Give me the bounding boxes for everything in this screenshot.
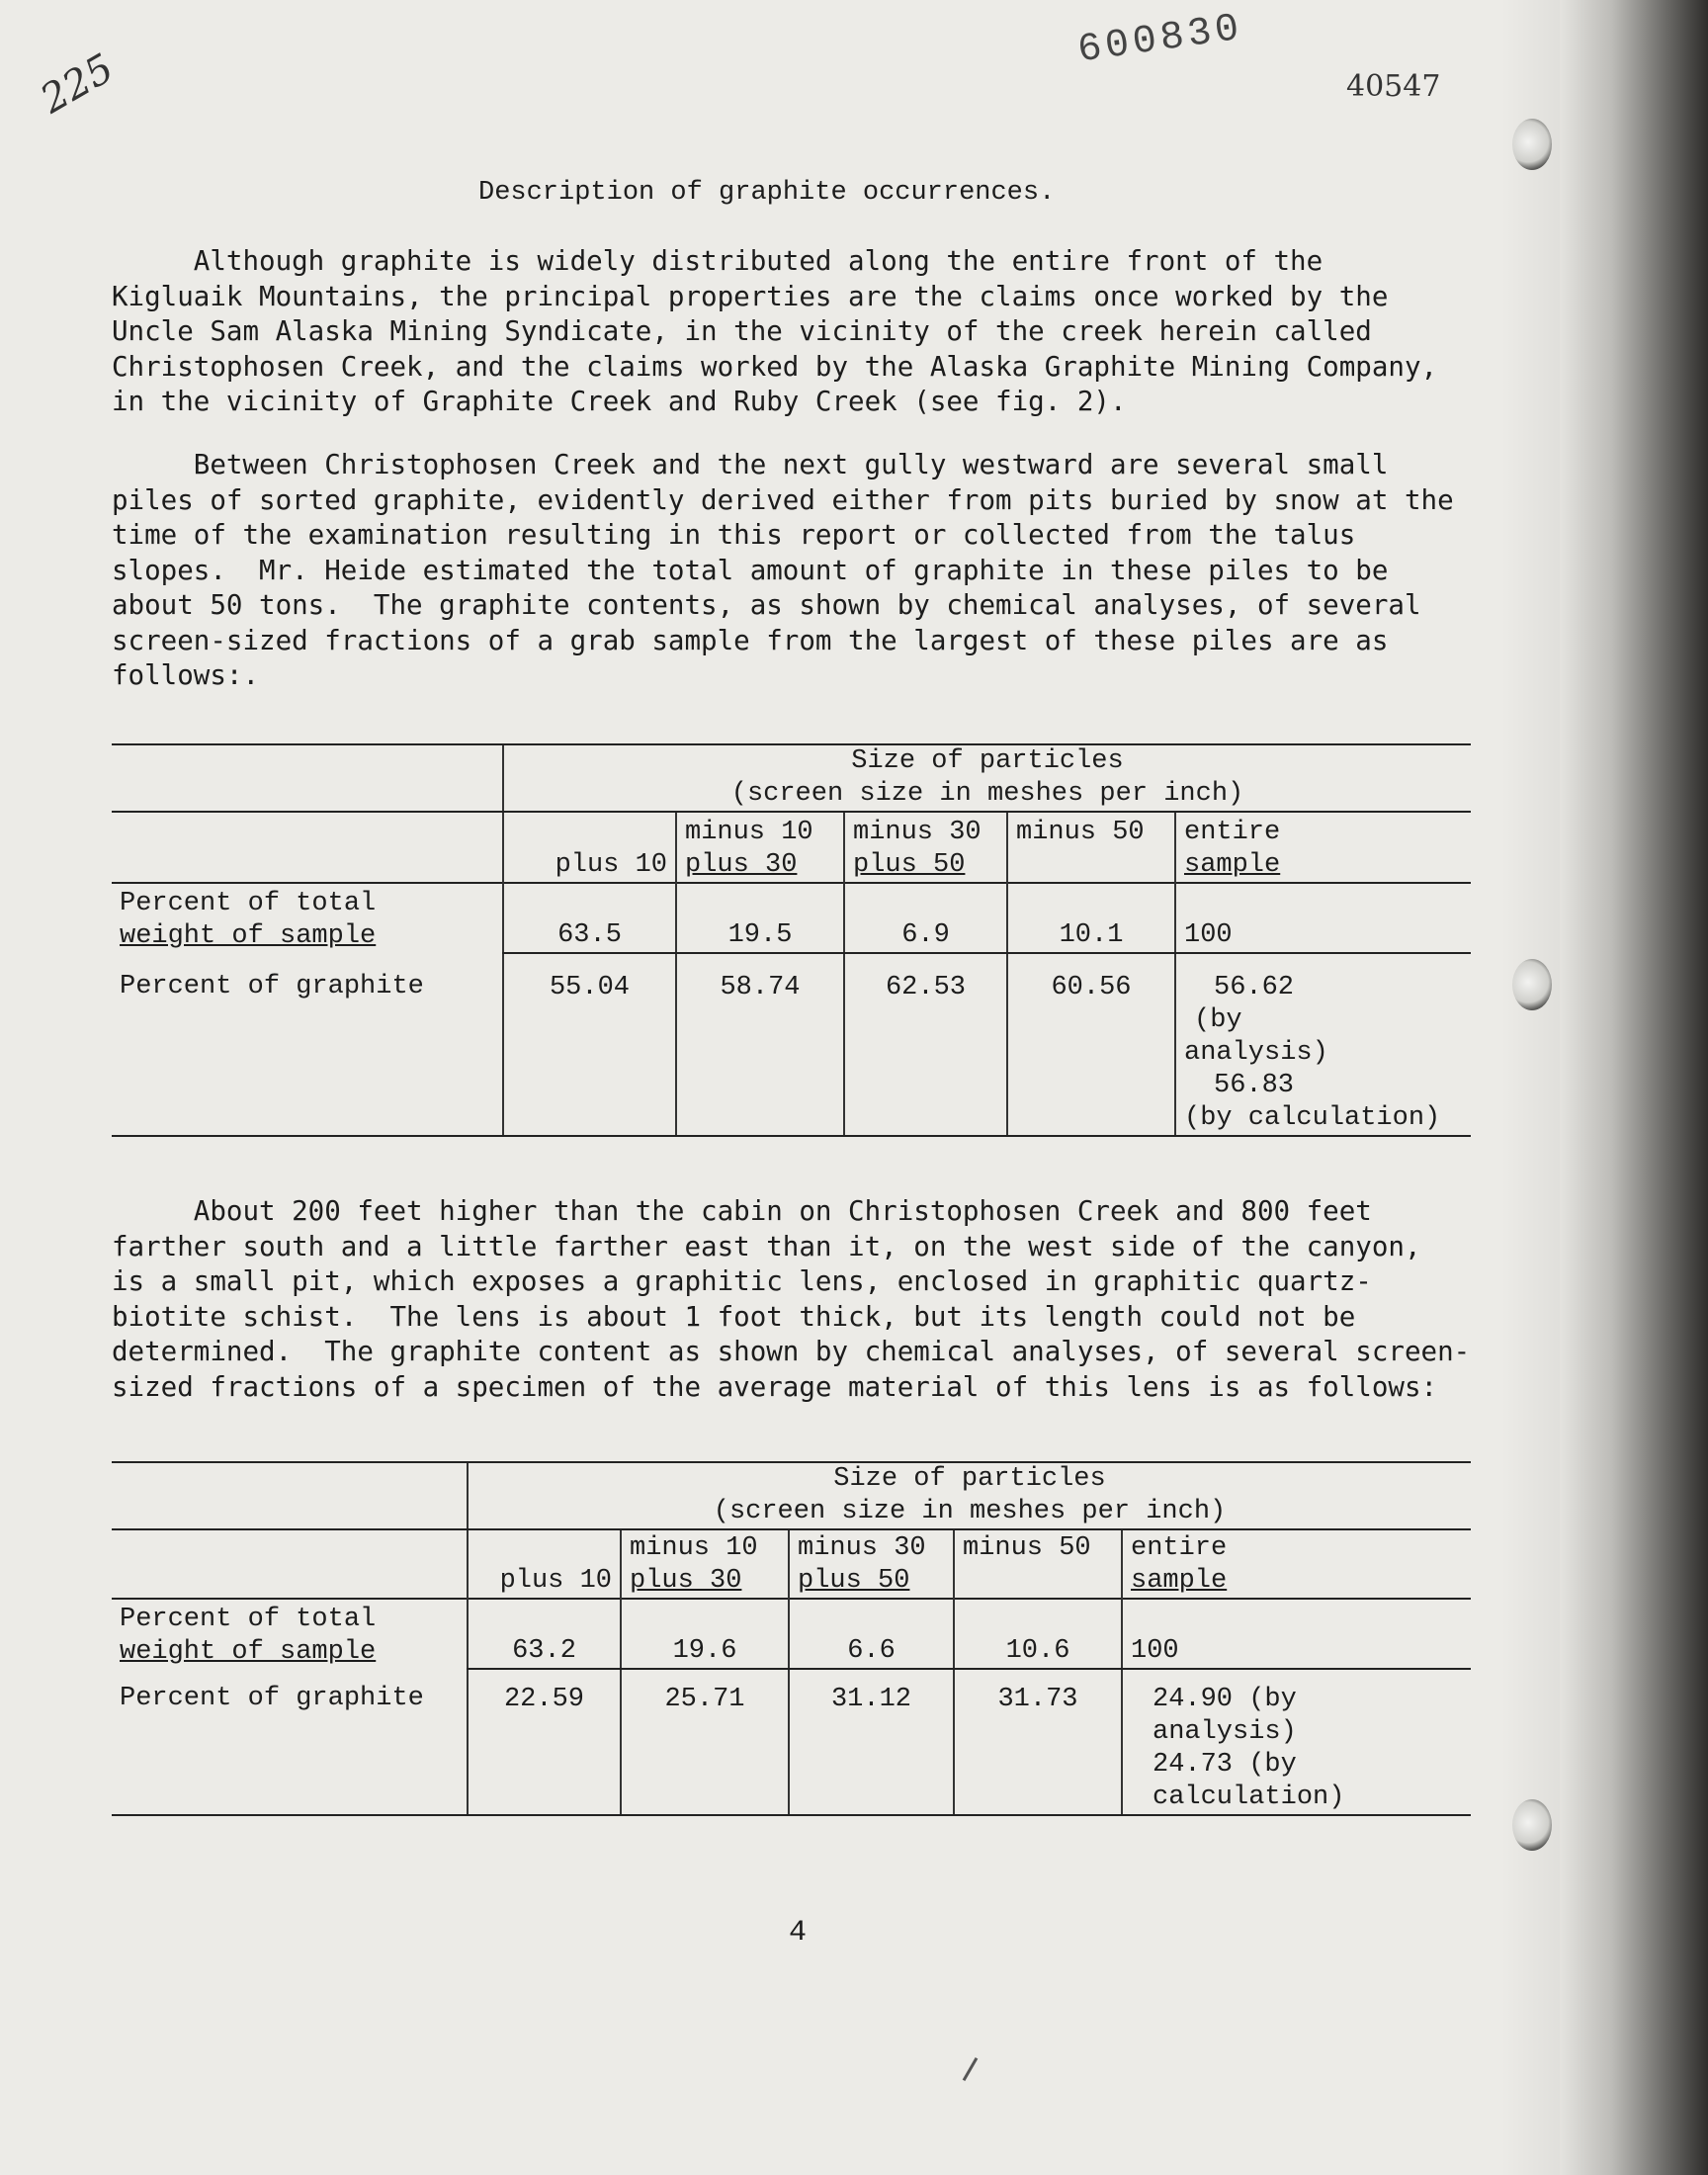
col-header-entire: entire [1131,1533,1228,1563]
paragraph-2 [112,448,1495,694]
text-line: is a small pit, which exposes a graphitic lens, enclosed in graphitic quartz- [112,1265,1372,1297]
text-line: Christophosen Creek, and the claims worked by the Alaska Graphite Mining Company, [112,350,1438,383]
col-header-minus-10: minus 10 [685,818,813,847]
table-header-row [112,744,1471,812]
text-line: about 50 tons. The graphite contents, as shown by chemical analyses, of several [112,589,1421,621]
col-header-plus-30: plus 30 [685,850,798,880]
row-label: Percent of graphite [112,1669,468,1815]
cell-line: 56.62 [1214,973,1295,1002]
table-header-row [112,1462,1471,1529]
cell-line: calculation) [1153,1783,1345,1812]
row-label: Percent of graphite [112,953,503,1136]
text-line: About 200 feet higher than the cabin on Christophosen Creek and 800 feet [112,1195,1372,1227]
table-cell: 6.6 [789,1599,954,1669]
text-line: screen-sized fractions of a grab sample from the largest of these piles are as [112,624,1389,656]
table-cell: 100 [1175,883,1471,953]
col-header-plus-50: plus 50 [798,1566,910,1596]
handwritten-page-mark: 225 [33,44,122,124]
table-cell-entire [1175,953,1471,1136]
table-cell: 10.1 [1007,883,1175,953]
col-header-minus-10: minus 10 [630,1533,758,1563]
table-header-title: Size of particles [833,1464,1106,1494]
cell-line: analysis) [1184,1038,1328,1068]
table-cell: 6.9 [844,883,1007,953]
cell-line: (by calculation) [1184,1103,1441,1133]
table-row-graphite [112,1669,1471,1815]
table-cell: 60.56 [1007,953,1175,1136]
punch-hole-bottom [1512,1799,1552,1851]
text-line: time of the examination resulting in this report or collected from the talus [112,519,1356,551]
table-cell: 19.6 [621,1599,789,1669]
table-header-subtitle: (screen size in meshes per inch) [713,1497,1227,1526]
cell-line: 56.83 [1214,1071,1295,1100]
table-cell: 100 [1122,1599,1471,1669]
text-line: farther south and a little farther east than it, on the west side of the canyon, [112,1230,1421,1262]
table-row-weight [112,883,1471,953]
paragraph-1 [112,244,1495,420]
col-header-sample: sample [1184,850,1281,880]
table-cell: 22.59 [468,1669,621,1815]
table-header-subtitle: (screen size in meshes per inch) [730,779,1244,809]
col-header-entire: entire [1184,818,1281,847]
text-line: Although graphite is widely distributed along the entire front of the [112,245,1324,277]
text-line: Between Christophosen Creek and the next gully westward are several small [112,449,1389,480]
col-header-plus-50: plus 50 [853,850,966,880]
particle-size-table-2 [112,1461,1471,1816]
punch-hole-top [1512,119,1552,170]
col-header-plus-30: plus 30 [630,1566,742,1596]
table-cell: 63.5 [503,883,676,953]
text-line: determined. The graphite content as shown by chemical analyses, of several screen- [112,1336,1471,1367]
text-line: in the vicinity of Graphite Creek and Ruby Creek (see fig. 2). [112,386,1127,417]
table-cell: 31.12 [789,1669,954,1815]
table-column-headers [112,812,1471,883]
cell-line: (by [1194,1005,1242,1035]
document-title: Description of graphite occurrences. [478,178,1056,208]
col-header-sample: sample [1131,1566,1228,1596]
row-label: weight of sample [120,1637,377,1667]
cell-line: 24.73 (by [1153,1750,1297,1780]
text-line: Uncle Sam Alaska Mining Syndicate, in the vicinity of the creek herein called [112,315,1372,347]
row-label: Percent of total [120,1605,377,1634]
table-cell: 63.2 [468,1599,621,1669]
text-line: biotite schist. The lens is about 1 foot thick, but its length could not be [112,1300,1356,1333]
table-row-graphite [112,953,1471,1136]
col-header-minus-30: minus 30 [853,818,982,847]
text-line: sized fractions of a specimen of the average material of this lens is as follows: [112,1370,1438,1403]
punch-hole-middle [1512,959,1552,1010]
col-header-minus-30: minus 30 [798,1533,926,1563]
text-line: piles of sorted graphite, evidently derived either from pits buried by snow at the [112,483,1454,516]
table-header-title: Size of particles [851,746,1124,776]
col-header [512,817,667,849]
text-line: follows:. [112,659,260,691]
row-label: weight of sample [120,921,377,951]
table-cell: 55.04 [503,953,676,1136]
page-edge-shadow [1560,0,1708,2175]
table-cell: 25.71 [621,1669,789,1815]
table-cell: 19.5 [676,883,844,953]
text-line: slopes. Mr. Heide estimated the total amount of graphite in these piles to be [112,554,1389,586]
paragraph-3 [112,1194,1495,1405]
table-cell-entire [1122,1669,1471,1815]
col-header [476,1532,612,1565]
row-label: Percent of total [120,889,377,918]
cell-line: analysis) [1153,1717,1297,1747]
table-row-weight [112,1599,1471,1669]
table-cell: 62.53 [844,953,1007,1136]
col-header-plus-10: plus 10 [555,850,667,880]
page-number: 4 [789,1916,808,1950]
table-column-headers [112,1529,1471,1599]
col-header-minus-50: minus 50 [963,1533,1091,1563]
document-number: 40547 [1346,69,1441,104]
table-cell: 10.6 [954,1599,1122,1669]
stamp-number: 600830 [1074,6,1246,74]
col-header-plus-10: plus 10 [499,1566,612,1596]
pencil-mark [963,2057,979,2081]
table-cell: 58.74 [676,953,844,1136]
table-cell: 31.73 [954,1669,1122,1815]
col-header-minus-50: minus 50 [1016,818,1145,847]
particle-size-table-1 [112,743,1471,1137]
cell-line: 24.90 (by [1153,1685,1297,1714]
text-line: Kigluaik Mountains, the principal properties are the claims once worked by the [112,280,1389,312]
